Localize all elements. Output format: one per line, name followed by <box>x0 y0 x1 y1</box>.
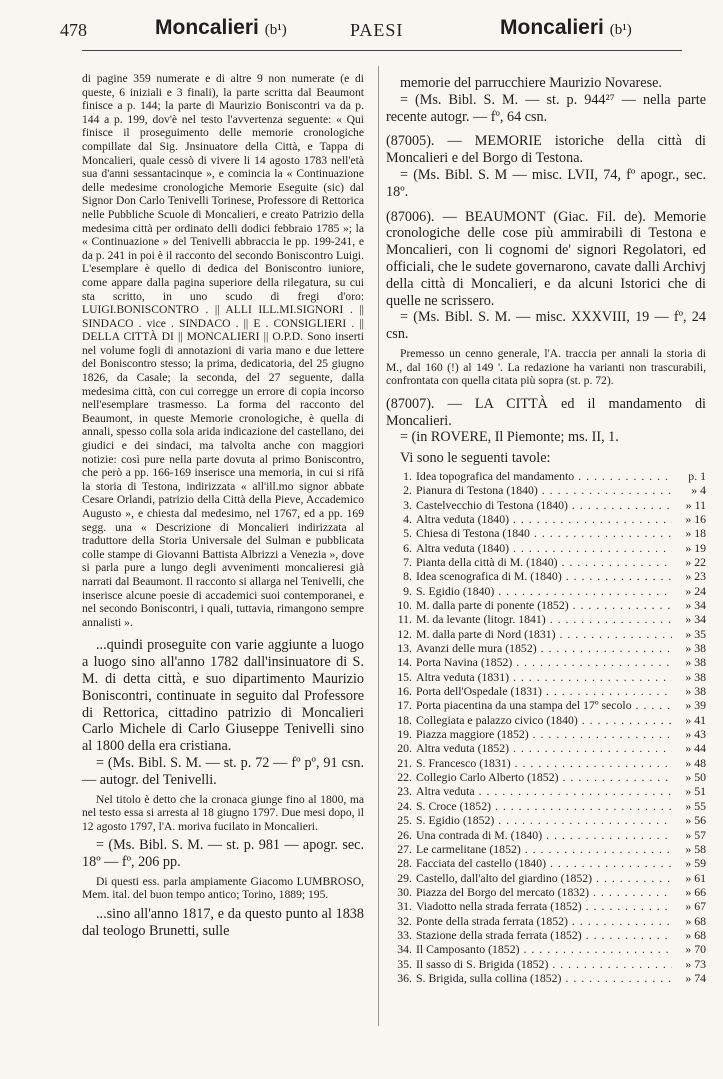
plate-page: » 44 <box>685 741 706 756</box>
plate-number: 16. <box>397 684 412 699</box>
header-right-title-text: Moncalieri <box>500 16 604 39</box>
plate-title: Viadotto nella strada ferrata (1852) . . . <box>416 899 672 913</box>
plate-title: Porta piacentina da una stampa del 17º secolo . . . <box>416 698 672 712</box>
plate-number: 8. <box>403 569 412 584</box>
plate-page: » 70 <box>685 942 706 957</box>
plate-page: » 38 <box>685 684 706 699</box>
plate-item <box>386 871 706 885</box>
plate-number: 28. <box>397 856 412 871</box>
plate-number: 15. <box>397 669 412 684</box>
plate-item <box>386 957 706 971</box>
plate-page: » 23 <box>685 569 706 584</box>
header-right-subtitle: (b¹) <box>609 22 632 38</box>
entry-87006: (87006). — BEAUMONT (Giac. Fil. de). Memorie cronologiche delle cose più ammirabili di Testona e Moncalieri, con li cognomi de' signori Regolatori, ed officiali, che le sudete governarono, cavate dalli Archivj della città di Moncalieri, e da alcuni Istorici che di quelle ne scrissero. <box>386 208 706 309</box>
plate-page: » 34 <box>685 612 706 627</box>
plate-title: Altra veduta (1840) . . . <box>416 541 672 555</box>
column-divider <box>378 66 379 1026</box>
plate-page: » 38 <box>685 669 706 684</box>
plate-number: 33. <box>397 927 412 942</box>
plate-number: 13. <box>397 641 412 656</box>
plate-page: » 61 <box>685 870 706 885</box>
plate-item <box>386 713 706 727</box>
plate-number: 4. <box>403 511 412 526</box>
plate-title: Il sasso di S. Brigida (1852) . . . <box>416 957 672 971</box>
entry-87007: (87007). — LA CITTÀ ed il mandamento di Moncalieri. <box>386 395 706 429</box>
header-left-title-text: Moncalieri <box>155 16 259 39</box>
shelfmark: = (Ms. Bibl. S. M. — st. p. 944²⁷ — nella parte recente autogr. — fº, 64 csn. <box>386 91 706 125</box>
note-paragraph: Di questi ess. parla ampiamente Giacomo LUMBROSO, Mem. ital. del buon tempo antico; Torino, 1889; 195. <box>82 874 364 902</box>
left-column <box>82 72 364 940</box>
plate-item <box>386 741 706 755</box>
plate-number: 19. <box>397 727 412 742</box>
plate-item <box>386 555 706 569</box>
plate-item <box>386 627 706 641</box>
plate-title: Il Camposanto (1852) . . . <box>416 942 672 956</box>
plate-item <box>386 756 706 770</box>
plate-title: M. dalla parte di ponente (1852) . . . <box>416 598 672 612</box>
plate-page: » 66 <box>685 884 706 899</box>
plate-page: » 11 <box>685 497 706 512</box>
plate-number: 30. <box>397 884 412 899</box>
right-column <box>386 75 706 985</box>
header-rule <box>82 50 682 51</box>
plate-title: Le carmelitane (1852) . . . <box>416 842 672 856</box>
plate-item <box>386 842 706 856</box>
plate-title: Stazione della strada ferrata (1852) . . . <box>416 928 672 942</box>
plate-item <box>386 914 706 928</box>
plate-item <box>386 526 706 540</box>
plate-item <box>386 928 706 942</box>
plate-number: 20. <box>397 741 412 756</box>
plate-page: » 41 <box>685 712 706 727</box>
plate-number: 27. <box>397 841 412 856</box>
plate-title: Una contrada di M. (1840) . . . <box>416 828 672 842</box>
plate-title: Altra veduta . . . <box>416 784 672 798</box>
citation-paragraph: memorie del parrucchiere Maurizio Novarese. <box>400 75 662 91</box>
plate-item <box>386 541 706 555</box>
plate-page: » 55 <box>685 798 706 813</box>
plate-item <box>386 784 706 798</box>
plate-number: 6. <box>403 540 412 555</box>
plate-title: Facciata del castello (1840) . . . <box>416 856 672 870</box>
plate-page: p. 1 <box>688 468 706 483</box>
plate-page: » 22 <box>685 554 706 569</box>
plate-title: Idea topografica del mandamento . . . <box>416 469 672 483</box>
plate-item <box>386 469 706 483</box>
plate-number: 11. <box>397 612 412 627</box>
plate-page: » 74 <box>685 970 706 985</box>
header-section: PAESI <box>350 20 404 40</box>
plate-item <box>386 770 706 784</box>
plate-item <box>386 899 706 913</box>
plate-number: 22. <box>397 770 412 785</box>
plate-title: Porta dell'Ospedale (1831) . . . <box>416 684 672 698</box>
plate-title: Avanzi delle mura (1852) . . . <box>416 641 672 655</box>
plate-title: Altra veduta (1852) . . . <box>416 741 672 755</box>
plate-title: S. Egidio (1840) . . . <box>416 584 672 598</box>
plate-item <box>386 670 706 684</box>
entry-87005: (87005). — MEMORIE istoriche della città di Moncalieri e del Borgo di Testona. <box>386 133 706 167</box>
plate-number: 7. <box>403 554 412 569</box>
plate-page: » 24 <box>685 583 706 598</box>
running-header <box>60 16 680 46</box>
plate-title: Altra veduta (1840) . . . <box>416 512 672 526</box>
plate-page: » 19 <box>685 540 706 555</box>
plate-title: Idea scenografica di M. (1840) . . . <box>416 569 672 583</box>
plate-page: » 4 <box>691 483 706 498</box>
plates-list <box>386 469 706 985</box>
plate-item <box>386 828 706 842</box>
citation-paragraph: ...quindi proseguite con varie aggiunte a luogo a luogo sino all'anno 1782 dall'insinuatore di S. M. di detta città, e suo dipartimento Maurizio Boniscontri, continuate in seguito dal Professore di Rettorica, cittadino patrizio di Moncalieri Carlo Michele di Carlo Giuseppe Tenivelli sino al 1800 della era cristiana. <box>82 637 364 755</box>
shelfmark: = (Ms. Bibl. S. M. — st. p. 72 — fº pº, 91 csn. — autogr. del Tenivelli. <box>82 754 364 788</box>
shelfmark: = (in ROVERE, Il Piemonte; ms. II, 1. <box>400 429 619 446</box>
plate-item <box>386 612 706 626</box>
header-right-title <box>500 16 632 40</box>
plate-page: » 39 <box>685 698 706 713</box>
plates-intro: Vi sono le seguenti tavole: <box>400 450 551 467</box>
plate-page: » 56 <box>685 813 706 828</box>
plate-number: 26. <box>397 827 412 842</box>
plate-title: Collegio Carlo Alberto (1852) . . . <box>416 770 672 784</box>
plate-title: Collegiata e palazzo civico (1840) . . . <box>416 713 672 727</box>
note-paragraph: di pagine 359 numerate e di altre 9 non numerate (e di queste, 6 iniziali e 3 finali), la parte scritta dal Beaumont finisce a p. 144; la parte di Maurizio Boniscontri va da p. 144 a p. 199, dov'è nel testo l'avvertenza seguente: « Qui finisce il proseguimento delle memorie cronologiche compillate dal Sig. Jnsinuatore della Città, e Tappa di Moncalieri, quale cessò di vivere li 14 agosto 1783 nell'età sua d'anni sessantacinque », e comincia la « Continuazione delle medesime cronologiche Memorie Eseguite (sic) dal Signor Don Carlo Tenivelli Torinese, Professore di Rettorica nelle Pubbliche Scuole di Moncalieri, e creato Patrizio della medesima città per ordinato delli dodici febbraio 1785 »; la « Continuazione » del Tenivelli abbraccia le pp. 199-241, e da p. 241 in poi è il racconto del secondo Boniscontro Luigi. L'esemplare è quello di dedica del Boniscontro iuniore, come appare dalla pagina superiore della rilegatura, su cui sta scritto, in uno scudo di fregi d'oro: LUIGI.BONISCONTRO . || ALLI ILL.MI.SIGNORI . || SINDACO . vice . SINDACO . || E . CONSIGLIERI . || DELLA CITTÀ DI || MONCALIERI || O.P.D. Sono inserti nel volume fogli di annotazioni di varia mano e due lettere del Boniscontro stesso; la prima, dedicatoria, del 25 giugno 1826, da Casale; la seconda, del 27 seguente, dalla medesima città, con cui corregge un errore di copia incorso nell'esemplare trasmesso. La forma del racconto del Beaumont, in queste Memorie cronologiche, è quella di annali, spesso colla sola arida indicazione del castellano, dei giudici e dei sindaci, ma talvolta anche con maggiori notizie: così pure nella parte dovuta al primo Boniscontro, che però a pp. 166-169 inserisce una memoria, in cui si rifà la storia di Testona, indirizzata « all'ill.mo signor abbate Cesare Orlandi, patrizio della Città della Pieve, Accademico Augusto », e chiesta dal medesimo, nel 1767, ed a pp. 169 segg. una « Descrizione di Moncalieri indirizzata al traduttore della Storia Universale del Sulman e pubblicata colle stampe di Giovanni Battista Albrizzi a Venezia », dove si parla pure a lungo degli avvenimenti moncalieresi già narrati dal Beaumont. Il racconto si allarga nel Tenivelli, che inserisce alcune poesie di accademici suoi contemporanei, e nel secondo Boniscontri, i quali, tuttavia, rimangono sempre annalisti ». <box>82 72 364 629</box>
page-number: 478 <box>60 20 87 40</box>
plate-title: S. Egidio (1852) . . . <box>416 813 672 827</box>
plate-item <box>386 813 706 827</box>
plate-number: 9. <box>403 583 412 598</box>
plate-title: Altra veduta (1831) . . . <box>416 670 672 684</box>
plate-title: S. Brigida, sulla collina (1852) . . . <box>416 971 672 985</box>
plate-title: Porta Navina (1852) . . . <box>416 655 672 669</box>
plate-page: » 48 <box>685 755 706 770</box>
plate-item <box>386 512 706 526</box>
shelfmark: = (Ms. Bibl. S. M. — misc. XXXVIII, 19 — fº, 24 csn. <box>386 309 706 343</box>
plate-number: 3. <box>403 497 412 512</box>
plate-page: » 43 <box>685 727 706 742</box>
plate-item <box>386 569 706 583</box>
header-left-title <box>155 16 287 40</box>
plate-title: Chiesa di Testona (1840 . . . <box>416 526 672 540</box>
plate-page: » 59 <box>685 856 706 871</box>
plate-number: 29. <box>397 870 412 885</box>
plate-page: » 35 <box>685 626 706 641</box>
plate-item <box>386 584 706 598</box>
plate-item <box>386 655 706 669</box>
plate-page: » 57 <box>685 827 706 842</box>
plate-title: M. dalla parte di Nord (1831) . . . <box>416 627 672 641</box>
plate-number: 36. <box>397 970 412 985</box>
plate-number: 32. <box>397 913 412 928</box>
plate-item <box>386 856 706 870</box>
plate-title: Piazza maggiore (1852) . . . <box>416 727 672 741</box>
plate-page: » 68 <box>685 913 706 928</box>
shelfmark: = (Ms. Bibl. S. M. — st. p. 981 — apogr. sec. 18º — fº, 206 pp. <box>82 837 364 871</box>
plate-item <box>386 483 706 497</box>
plate-number: 17. <box>397 698 412 713</box>
plate-title: S. Francesco (1831) . . . <box>416 756 672 770</box>
plate-number: 1. <box>403 468 412 483</box>
note-paragraph: Nel titolo è detto che la cronaca giunge fino al 1800, ma nel testo essa si arresta al 18 giugno 1797. Due mesi dopo, il 12 agosto 1797, l'A. moriva fucilato in Moncalieri. <box>82 792 364 833</box>
plate-page: » 16 <box>685 511 706 526</box>
plate-page: » 18 <box>685 526 706 541</box>
plate-number: 24. <box>397 798 412 813</box>
plate-page: » 73 <box>685 956 706 971</box>
plate-page: » 50 <box>685 770 706 785</box>
plate-number: 31. <box>397 899 412 914</box>
plate-number: 14. <box>397 655 412 670</box>
plate-title: Ponte della strada ferrata (1852) . . . <box>416 914 672 928</box>
citation-paragraph: ...sino all'anno 1817, e da questo punto al 1838 dal teologo Brunetti, sulle <box>82 906 364 939</box>
plate-number: 21. <box>397 755 412 770</box>
plate-page: » 58 <box>685 841 706 856</box>
plate-title: M. da levante (litogr. 1841) . . . <box>416 612 672 626</box>
plate-number: 23. <box>397 784 412 799</box>
plate-page: » 38 <box>685 641 706 656</box>
plate-item <box>386 698 706 712</box>
plate-title: S. Croce (1852) . . . <box>416 799 672 813</box>
plate-page: » 38 <box>685 655 706 670</box>
plate-number: 34. <box>397 942 412 957</box>
plate-item <box>386 799 706 813</box>
plate-title: Castelvecchio di Testona (1840) . . . <box>416 498 672 512</box>
plate-item <box>386 498 706 512</box>
plate-number: 18. <box>397 712 412 727</box>
plate-item <box>386 885 706 899</box>
plate-title: Castello, dall'alto del giardino (1852) . . . <box>416 871 672 885</box>
shelfmark: = (Ms. Bibl. S. M — misc. LVII, 74, fº apogr., sec. 18º. <box>386 166 706 200</box>
plate-number: 35. <box>397 956 412 971</box>
plate-item <box>386 727 706 741</box>
plate-item <box>386 641 706 655</box>
plate-title: Pianura di Testona (1840) . . . <box>416 483 672 497</box>
plate-title: Piazza del Borgo del mercato (1832) . . . <box>416 885 672 899</box>
plate-item <box>386 684 706 698</box>
plate-page: » 51 <box>685 784 706 799</box>
plate-number: 2. <box>403 483 412 498</box>
plate-item <box>386 971 706 985</box>
plate-item <box>386 942 706 956</box>
plate-number: 5. <box>403 526 412 541</box>
plate-number: 10. <box>397 598 412 613</box>
header-left-subtitle: (b¹) <box>264 22 287 38</box>
plate-page: » 68 <box>685 927 706 942</box>
note-paragraph: Premesso un cenno generale, l'A. traccia per annali la storia di M., dal 160 (!) al 149 '. La redazione ha varianti non trascurabili, confrontata con quella citata più sopra (st. p. 72). <box>386 346 706 388</box>
plate-page: » 67 <box>685 899 706 914</box>
plate-title: Pianta della città di M. (1840) . . . <box>416 555 672 569</box>
plate-number: 25. <box>397 813 412 828</box>
plate-item <box>386 598 706 612</box>
plate-number: 12. <box>397 626 412 641</box>
plate-page: » 34 <box>685 598 706 613</box>
